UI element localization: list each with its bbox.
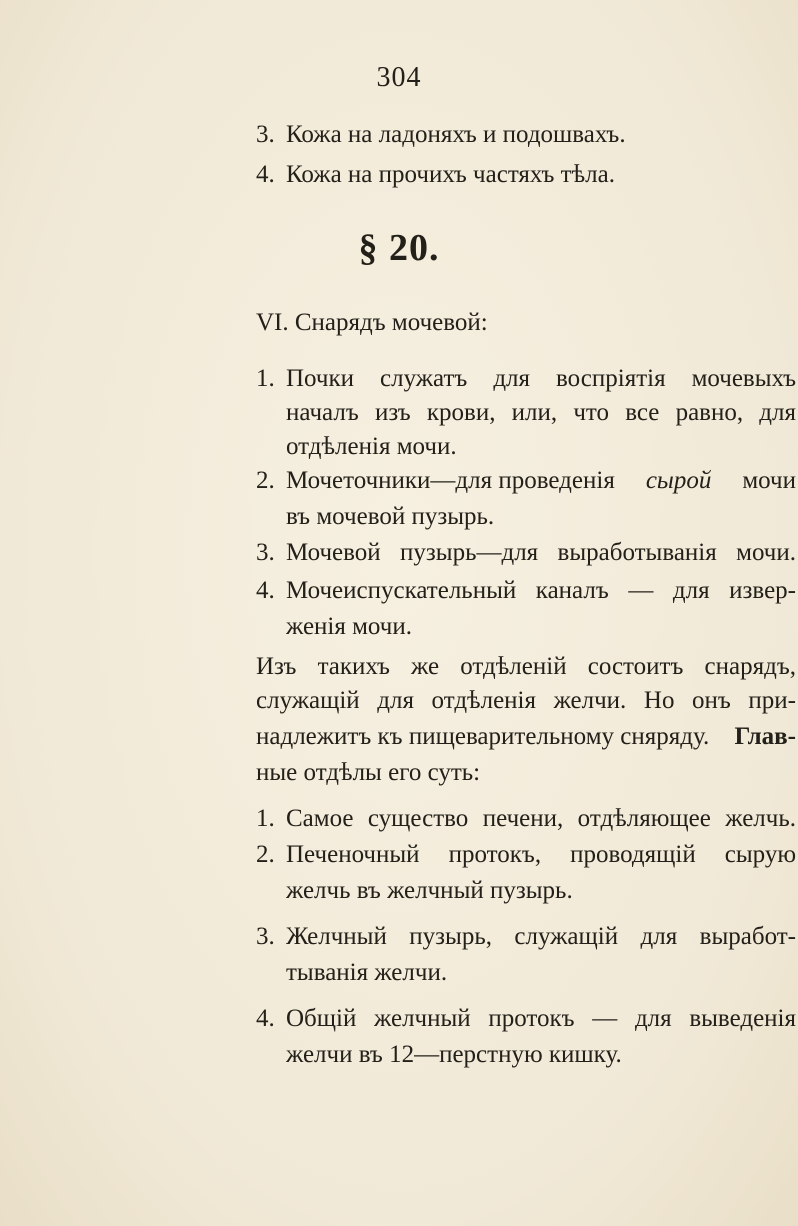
- list-item: [256, 538, 286, 568]
- item-text-line: Самое существо печени, отдѣляющее желчь.: [286, 805, 796, 832]
- item-number: 4.: [256, 161, 275, 188]
- item-text-line: Общій желчный протокъ — для выведенія: [286, 1005, 796, 1032]
- paragraph-line: служащій для отдѣленія желчи. Но онъ при-: [256, 687, 796, 714]
- paragraph-line: ные отдѣлы его суть:: [256, 759, 481, 786]
- list-item: [256, 160, 615, 190]
- list-item: [256, 364, 286, 394]
- italic-word: сырой: [645, 467, 712, 494]
- item-number: 3.: [256, 923, 275, 950]
- list-item: [256, 466, 286, 496]
- item-text-line: Мочевой пузырь—для выработыванія мочи.: [286, 539, 796, 566]
- bold-word: Глав-: [734, 723, 796, 750]
- page-number: 304: [376, 62, 422, 93]
- item-text-line: желчи въ 12—перстную кишку.: [286, 1041, 622, 1068]
- item-number: 3.: [256, 539, 275, 566]
- list-item: [256, 576, 286, 606]
- item-text-line: отдѣленія мочи.: [286, 433, 457, 460]
- item-number: 2.: [256, 841, 275, 868]
- list-item: [256, 804, 286, 834]
- item-text-line: Почки служатъ для воспріятія мочевыхъ: [286, 365, 796, 392]
- list-item: [256, 922, 286, 952]
- item-text: Кожа на ладоняхъ и подошвахъ.: [286, 121, 626, 148]
- section-heading: VI. Снарядъ мочевой:: [256, 309, 488, 336]
- item-number: 2.: [256, 467, 275, 494]
- item-text-line: Печеночный протокъ, проводящій сырую: [286, 841, 796, 868]
- item-number: 4.: [256, 577, 275, 604]
- item-text-line: тыванія желчи.: [286, 959, 448, 986]
- item-text: Кожа на прочихъ частяхъ тѣла.: [286, 161, 615, 188]
- list-item: [256, 120, 626, 150]
- item-number: 4.: [256, 1005, 275, 1032]
- item-text-line: началъ изъ крови, или, что все равно, для: [286, 399, 796, 426]
- item-text-line: желчь въ желчный пузырь.: [286, 877, 573, 904]
- item-text-line: Мочеиспускательный каналъ — для извер-: [286, 577, 796, 604]
- item-text-line: Желчный пузырь, служащій для выработ-: [286, 923, 796, 950]
- paragraph-line: Изъ такихъ же отдѣленій состоитъ снарядъ,: [256, 653, 796, 680]
- item-text-line: Мочеточники—для проведенія сырой мочи: [286, 467, 796, 494]
- section-title: § 20.: [358, 227, 440, 269]
- list-item: [256, 1004, 286, 1034]
- item-text-line: женія мочи.: [286, 613, 412, 640]
- item-number: 3.: [256, 121, 275, 148]
- list-item: [256, 840, 286, 870]
- item-number: 1.: [256, 805, 275, 832]
- paragraph-line: надлежитъ къ пищеварительному сняряду. Глав-: [256, 723, 796, 750]
- item-text-line: въ мочевой пузырь.: [286, 503, 495, 530]
- item-number: 1.: [256, 365, 275, 392]
